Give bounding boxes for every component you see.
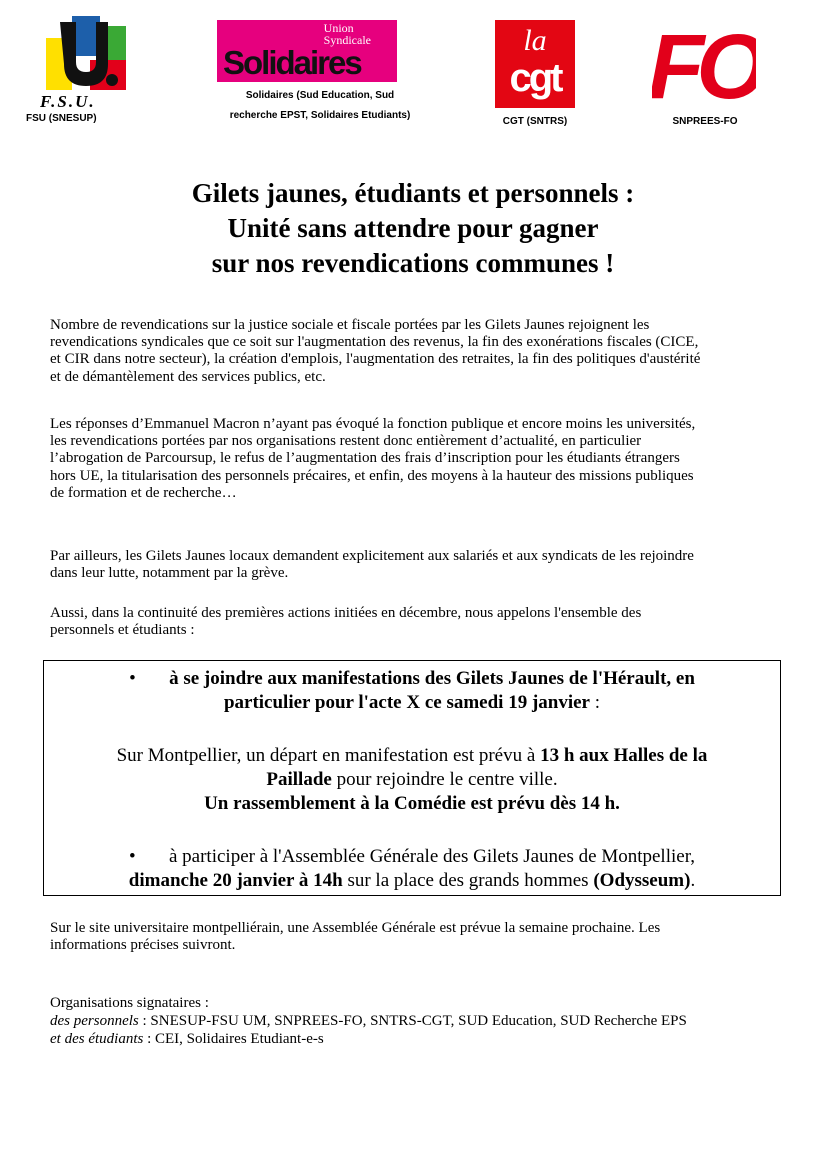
montpellier-line1 [44, 744, 780, 768]
text-line: hors UE, la titularisation des personnels précaires, et enfin, des moyens à la hauteur des missions publiques [50, 467, 694, 484]
fo-logo-word: FO [652, 20, 756, 108]
cgt-logo [495, 20, 575, 108]
montpellier-text: Sur Montpellier, un départ en manifestation est prévu à [116, 745, 541, 766]
staff-list: : SNESUP-FSU UM, SNPREES-FO, SNTRS-CGT, SUD Education, SUD Recherche EPS [138, 1013, 687, 1029]
paragraph-macron [50, 416, 777, 502]
call-to-action-box [43, 660, 781, 896]
solidaires-caption [215, 88, 425, 123]
paragraph-demands [50, 317, 777, 386]
signatories-staff [50, 1012, 790, 1030]
staff-label: des personnels [50, 1013, 139, 1029]
montpellier-place: Paillade [266, 769, 332, 790]
text-line: personnels et étudiants : [50, 622, 195, 639]
fsu-caption: FSU (SNESUP) [26, 113, 97, 124]
text-line: revendications syndicales que ce soit sur l'augmentation des revenus, la fin des exonérations fiscales (CICE, [50, 334, 699, 351]
text-line: Nombre de revendications sur la justice sociale et fiscale portées par les Gilets Jaunes rejoignent les [50, 317, 650, 333]
call-item-2-date: dimanche 20 janvier à 14h [128, 870, 343, 891]
fsu-logo [46, 16, 126, 90]
montpellier-line2 [44, 768, 780, 792]
call-item-1-date: particulier pour l'acte X ce samedi 19 janvier [223, 692, 590, 713]
page-title [60, 176, 766, 281]
text-line: les revendications portées par nos organisations restent donc entièrement d’actualité, en particulier [50, 433, 642, 450]
signatories-students [50, 1030, 790, 1048]
cgt-logo-word: cgt [509, 56, 561, 100]
solidaires-union-text: Union Syndicale [323, 21, 371, 47]
text-line: Aussi, dans la continuité des premières actions initiées en décembre, nous appelons l'ensemble des [50, 605, 642, 621]
title-line2: Unité sans attendre pour gagner [227, 213, 599, 243]
call-item-2-venue: (Odysseum) [593, 870, 691, 891]
signatories [50, 994, 790, 1048]
call-item-1-line1 [44, 667, 780, 691]
call-item-1-text: à se joindre aux manifestations des Gilets Jaunes de l'Hérault, en [169, 668, 695, 689]
paragraph-local [50, 548, 777, 582]
cgt-caption: CGT (SNTRS) [502, 116, 568, 127]
call-item-2-place: sur la place des grands hommes [342, 870, 594, 891]
text-line: dans leur lutte, notamment par la grève. [50, 565, 289, 582]
text-line: et de démantèlement des services publics, etc. [50, 368, 326, 385]
comedie-rally: Un rassemblement à la Comédie est prévu dès 14 h. [204, 793, 620, 814]
bullet-icon: • [129, 668, 136, 689]
students-label: et des étudiants [50, 1031, 144, 1047]
text-line: informations précises suivront. [50, 937, 236, 954]
solidaires-caption-line2: recherche EPST, Solidaires Etudiants) [229, 110, 411, 121]
fo-logo [652, 20, 756, 108]
text-line: Par ailleurs, les Gilets Jaunes locaux demandent explicitement aux salariés et aux syndicats de les rejoindre [50, 548, 694, 564]
cgt-logo-la: la [523, 24, 547, 57]
signatories-heading: Organisations signataires : [50, 995, 209, 1011]
call-item-2-end: . [690, 870, 696, 891]
paragraph-call [50, 605, 777, 639]
fsu-logo-text: F.S.U. [40, 92, 96, 111]
solidaires-logo-word: Solidaires [223, 44, 361, 81]
title-line3: sur nos revendications communes ! [211, 248, 615, 278]
montpellier-line3 [44, 792, 780, 816]
call-item-1-end: : [590, 692, 601, 713]
fo-caption: SNPREES-FO [672, 116, 738, 127]
call-item-1-line2 [44, 691, 780, 715]
text-line: et CIR dans notre secteur), la création d'emplois, l'augmentation des retraites, la fin des politiques d'austérité [50, 351, 701, 368]
paragraph-university-ag [50, 920, 777, 954]
solidaires-caption-line1: Solidaires (Sud Education, Sud [245, 90, 395, 101]
montpellier-destination: pour rejoindre le centre ville. [331, 769, 558, 790]
call-item-2-text: à participer à l'Assemblée Générale des Gilets Jaunes de Montpellier, [168, 846, 696, 867]
title-line1: Gilets jaunes, étudiants et personnels : [191, 178, 635, 208]
text-line: l’abrogation de Parcoursup, le refus de l’augmentation des frais d’inscription pour les étudiants étrangers [50, 450, 680, 467]
call-item-2-line2 [44, 869, 780, 893]
text-line: Les réponses d’Emmanuel Macron n’ayant pas évoqué la fonction publique et encore moins les universités, [50, 416, 696, 432]
solidaires-logo [217, 20, 397, 82]
text-line: Sur le site universitaire montpelliérain, une Assemblée Générale est prévue la semaine prochaine. Les [50, 920, 661, 936]
call-item-2-line1 [44, 845, 780, 869]
bullet-icon: • [128, 846, 136, 867]
montpellier-time-place: 13 h aux Halles de la [540, 745, 708, 766]
text-line: de formation et de recherche… [50, 484, 237, 501]
students-list: : CEI, Solidaires Etudiant-e-s [143, 1031, 324, 1047]
